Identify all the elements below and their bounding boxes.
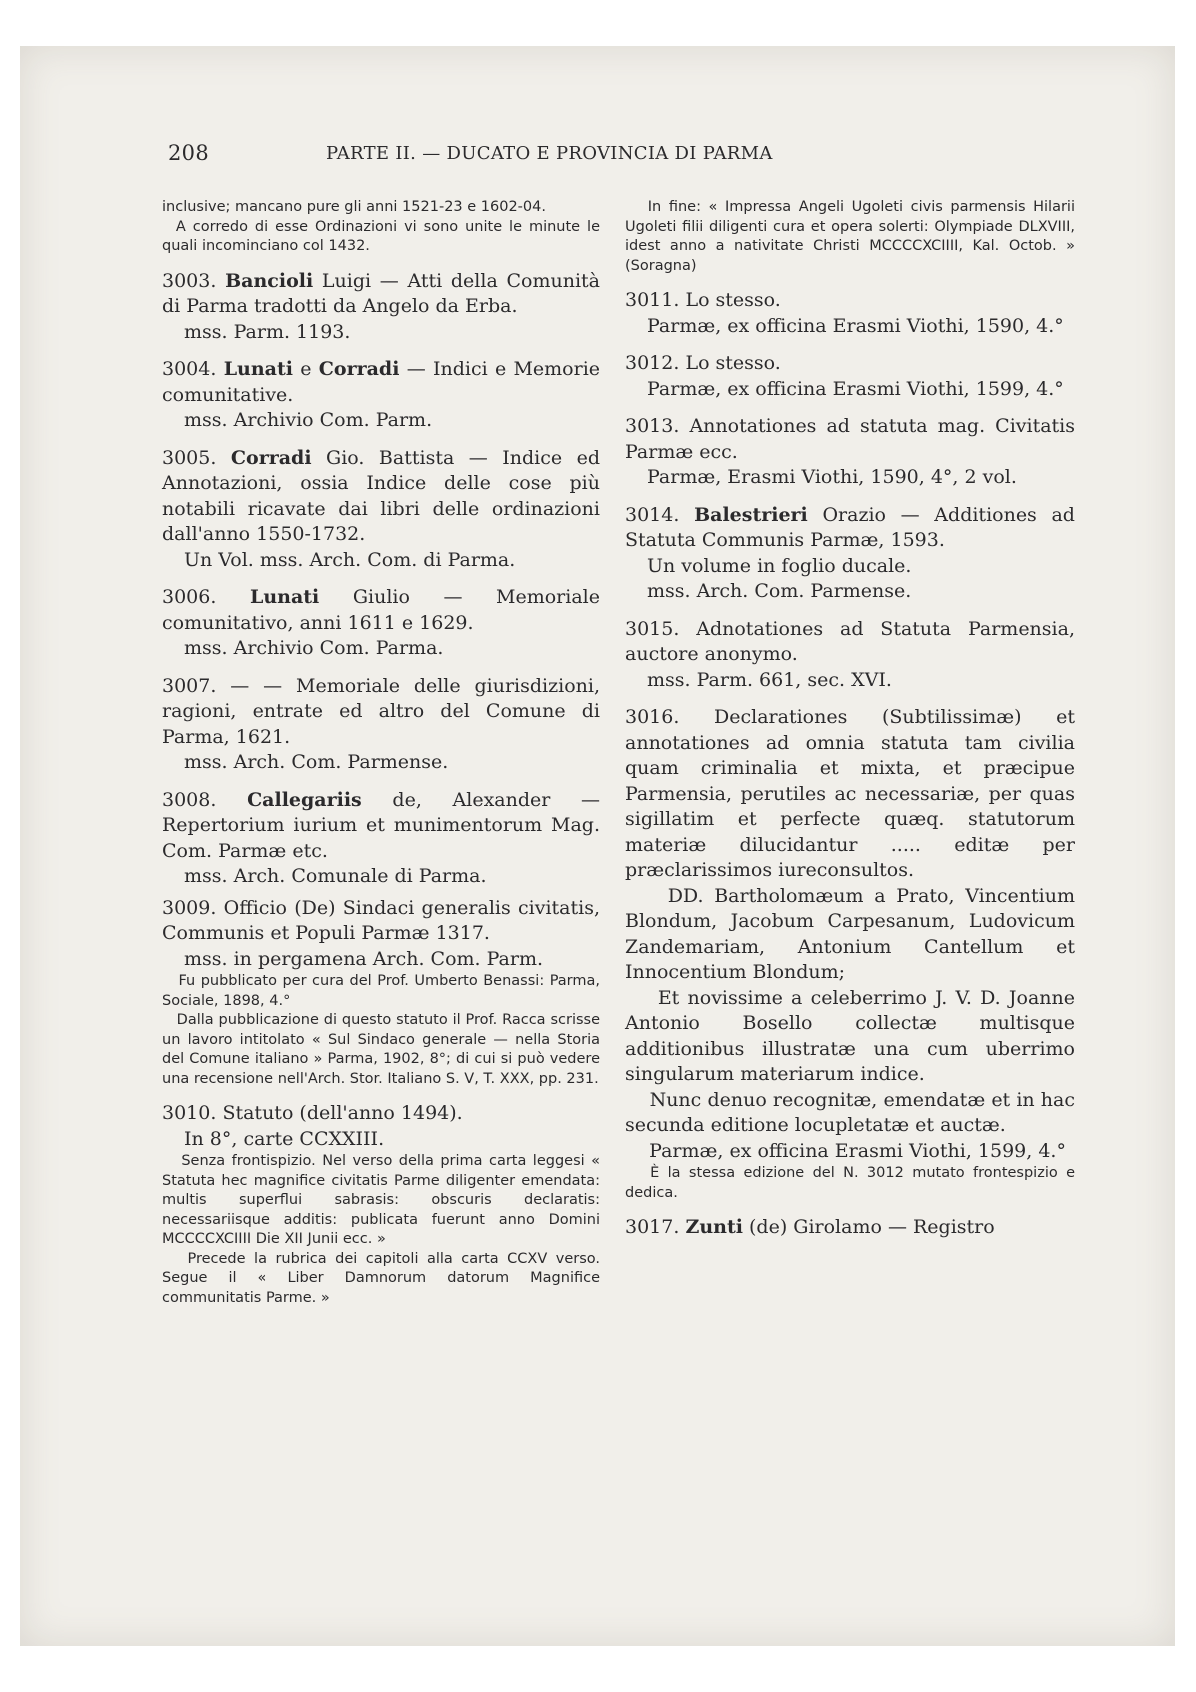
entry-note: Dalla pubblicazione di questo statuto il Prof. Racca scrisse un lavoro intitolato « Sul Sindaco generale — nella Storia del Comune italiano » Parma, 1902, 8°; di cui si può vedere una recensione nell'Arch. Stor. Italiano S. V, T. XXX, pp. 231. [162,1012,600,1087]
author-name: Balestrieri [694,503,808,526]
entry-3012: 3012. Lo stesso. Parmæ, ex officina Erasmi Viothi, 1599, 4.° [625,351,1075,402]
entry-location: mss. in pergamena Arch. Com. Parm. [184,947,544,970]
continued-note: A corredo di esse Ordinazioni vi sono unite le minute le quali incominciano col 1432. [162,218,600,254]
entry-3005: 3005. Corradi Gio. Battista — Indice ed Annotazioni, ossia Indice delle cose più notabili ricavate dai libri delle ordinazioni dall'anno 1550-1732. Un Vol. mss. Arch. Com. di Parma. [162,446,600,574]
entry-3015: 3015. Adnotationes ad Statuta Parmensia, auctore anonymo. mss. Parm. 661, sec. XVI. [625,617,1075,694]
entry-location: Parmæ, Erasmi Viothi, 1590, 4°, 2 vol. [647,466,1017,488]
author-name: Corradi [230,446,312,469]
entry-location: mss. Arch. Comunale di Parma. [184,865,487,887]
entry-note: È la stessa edizione del N. 3012 mutato frontespizio e dedica. [625,1165,1076,1201]
entry-note: Fu pubblicato per cura del Prof. Umberto Benassi: Parma, Sociale, 1898, 4.° [162,973,600,1009]
entry-3008: 3008. Callegariis de, Alexander — Repertorium iurium et munimentorum Mag. Com. Parmæ etc. mss. Arch. Comunale di Parma. [162,788,600,890]
entry-3009: 3009. Officio (De) Sindaci generalis civitatis, Communis et Populi Parmæ 1317. mss. in pergamena Arch. Com. Parm. [162,896,600,973]
running-head: PARTE II. — DUCATO E PROVINCIA DI PARMA [326,143,773,164]
left-column [162,198,600,1308]
entry-location: mss. Arch. Com. Parmense. [647,580,912,602]
page-number: 208 [168,141,209,165]
author-name: Bancioli [225,269,314,292]
entry-location: Parmæ, ex officina Erasmi Viothi, 1599, 4.° [649,1139,1066,1162]
continued-note: inclusive; mancano pure gli anni 1521-23 e 1602-04. [162,199,546,215]
entry-3014: 3014. Balestrieri Orazio — Additiones ad Statuta Communis Parmæ, 1593. Un volume in foglio ducale. mss. Arch. Com. Parmense. [625,503,1075,605]
entry-paragraph: Nunc denuo recognitæ, emendatæ et in hac secunda editione locupletatæ et auctæ. [625,1088,1075,1136]
author-name: Lunati [249,586,320,608]
entry-note: Senza frontispizio. Nel verso della prima carta leggesi « Statuta hec magnifice civitatis Parme diligenter emendata: multis superflui sabrasis: obscuris declaratis: necessariisque additis: publicata fuerunt anno Domini MCCCCXCIIII Die XII Junii ecc. » [162,1153,600,1247]
entry-location: mss. Parm. 661, sec. XVI. [647,668,892,691]
entry-location: In 8°, carte CCXXIII. [184,1127,385,1150]
right-column [625,198,1075,1241]
entry-location: mss. Parm. 1193. [184,320,351,343]
entry-note: Precede la rubrica dei capitoli alla carta CCXV verso. Segue il « Liber Damnorum datorum Magnifice communitatis Parme. » [162,1250,601,1306]
entry-location: Parmæ, ex officina Erasmi Viothi, 1590, 4.° [647,314,1064,337]
entry-paragraph: DD. Bartholomæum a Prato, Vincentium Blondum, Jacobum Carpesanum, Ludovicum Zandemariam, Antonium Cantellum et Innocentium Blondum; [625,884,1075,983]
author-name: Zunti [685,1216,743,1238]
entry-3013: 3013. Annotationes ad statuta mag. Civitatis Parmæ ecc. Parmæ, Erasmi Viothi, 1590, 4°, 2 vol. [625,414,1075,491]
entry-location: mss. Arch. Com. Parmense. [184,751,449,773]
author-name: Callegariis [247,788,362,811]
entry-3017: 3017. Zunti (de) Girolamo — Registro [625,1216,995,1238]
continued-note: In fine: « Impressa Angeli Ugoleti civis parmensis Hilarii Ugoleti filii diligenti cura et opera solerti: Olympiade DLXVIII, idest anno a nativitate Christi MCCCCXCIIII, Kal. Octob. » (Soragna) [625,199,1075,274]
entry-location: Un volume in foglio ducale. [647,554,912,577]
entry-location: Parmæ, ex officina Erasmi Viothi, 1599, 4.° [647,377,1064,400]
page-header [168,141,898,167]
entry-location: mss. Archivio Com. Parm. [184,409,433,431]
author-name: Corradi [318,358,400,380]
entry-3006: 3006. Lunati Giulio — Memoriale comunitativo, anni 1611 e 1629. mss. Archivio Com. Parma. [162,585,600,662]
entry-3011: 3011. Lo stesso. Parmæ, ex officina Erasmi Viothi, 1590, 4.° [625,288,1075,339]
author-name: Lunati [223,358,293,380]
entry-location: mss. Archivio Com. Parma. [184,637,444,659]
entry-3007: 3007. — — Memoriale delle giurisdizioni, ragioni, entrate ed altro del Comune di Parma, 1621. mss. Arch. Com. Parmense. [162,674,600,776]
entry-location: Un Vol. mss. Arch. Com. di Parma. [184,548,516,571]
entry-3010: 3010. Statuto (dell'anno 1494). In 8°, carte CCXXIII. [162,1101,600,1152]
entry-3016: 3016. Declarationes (Subtilissimæ) et annotationes ad omnia statuta tam civilia quam criminalia et mixta, et præcipue Parmensia, perutiles ac necessariæ, per quas sigillatim et perfecte quæq. statutorum materiæ dilucidantur ..... editæ per præclarissimos iureconsultos. [625,706,1075,881]
entry-paragraph: Et novissime a celeberrimo J. V. D. Joanne Antonio Bosello collectæ multisque additionibus illustratæ una cum uberrimo singularum materiarum indice. [625,986,1075,1085]
entry-3004: 3004. Lunati e Corradi — Indici e Memorie comunitative. mss. Archivio Com. Parm. [162,357,600,434]
entry-3003: 3003. Bancioli Luigi — Atti della Comunità di Parma tradotti da Angelo da Erba. mss. Parm. 1193. [162,269,600,346]
